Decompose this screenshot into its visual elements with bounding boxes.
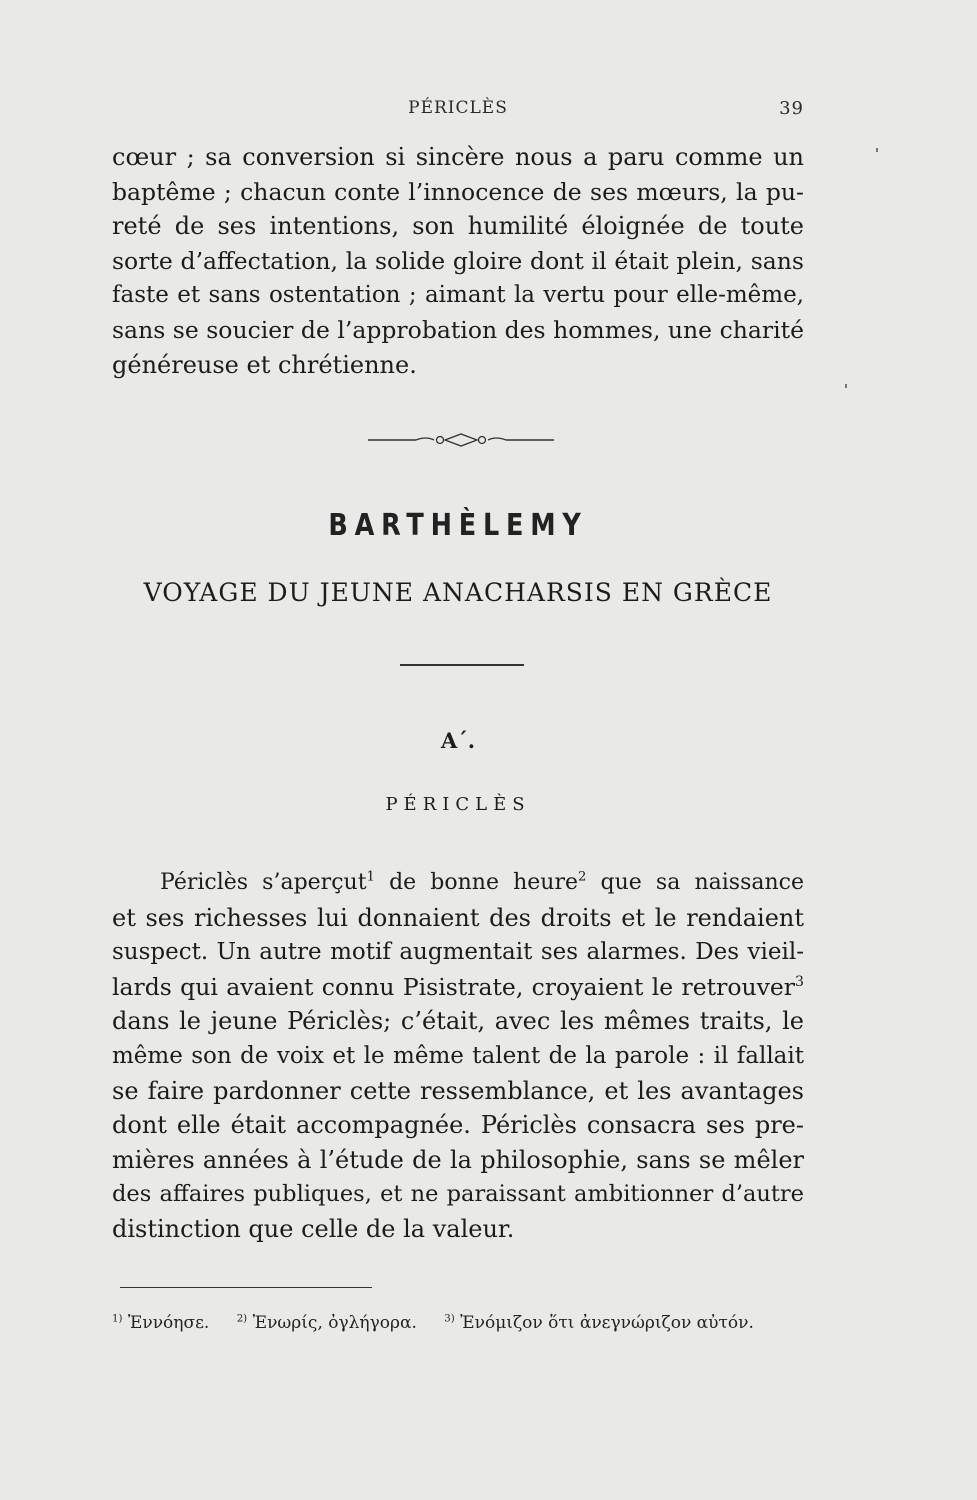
- text-line: des affaires publiques, et ne paraissant ambitionner d’autre: [112, 1181, 804, 1208]
- footnote-text: Ἐνωρίς, ὀγλήγορα.: [252, 1313, 417, 1333]
- text-line: sorte d’affectation, la solide gloire dont il était plein, sans: [112, 246, 804, 275]
- text-line: cœur ; sa conversion si sincère nous a paru comme un: [112, 143, 804, 171]
- text-line: généreuse et chrétienne.: [112, 350, 417, 379]
- text-run: de bonne heure: [374, 870, 579, 895]
- text-line: suspect. Un autre motif augmentait ses alarmes. Des vieil-: [112, 939, 804, 966]
- text-line: reté de ses intentions, son humilité éloignée de toute: [112, 212, 804, 241]
- running-title: PÉRICLÈS: [408, 98, 508, 118]
- text-run: Périclès s’aperçut: [160, 870, 367, 895]
- page-number: 39: [779, 98, 804, 119]
- footnote-rule: [120, 1287, 372, 1288]
- title-rule: [400, 664, 524, 666]
- footnote: [237, 1313, 417, 1333]
- paragraph-2: [112, 866, 804, 1247]
- text-line: faste et sans ostentation ; aimant la vertu pour elle-même,: [112, 282, 804, 309]
- author-heading: BARTHÈLEMY: [328, 508, 588, 543]
- paragraph-1: [112, 140, 804, 382]
- work-title: VOYAGE DU JEUNE ANACHARSIS EN GRÈCE: [143, 578, 773, 607]
- page-header: [112, 94, 804, 124]
- text-line: dont elle était accompagnée. Périclès consacra ses pre-: [112, 1111, 804, 1140]
- text-line: sans se soucier de l’approbation des hommes, une charité: [112, 315, 804, 344]
- scan-speck: [876, 148, 878, 152]
- footnote-marker: 2): [236, 1313, 248, 1325]
- footnote-marker: 3): [444, 1313, 455, 1325]
- footnotes: [112, 1313, 804, 1333]
- section-number: A´.: [440, 728, 476, 753]
- text-line: même son de voix et le même talent de la parole : il fallait: [112, 1042, 804, 1069]
- text-line: dans le jeune Périclès; c’était, avec les mêmes traits, le: [112, 1007, 804, 1036]
- text-run: que sa naissance: [586, 870, 804, 895]
- text-line: et ses richesses lui donnaient des droits et le rendaient: [112, 903, 804, 932]
- text-line: baptême ; chacun conte l’innocence de ses mœurs, la pu-: [112, 177, 804, 206]
- text-run: lards qui avaient connu Pisistrate, croyaient le retrouver: [112, 972, 796, 1001]
- text-line: distinction que celle de la valeur.: [112, 1214, 515, 1243]
- text-line: mières années à l’étude de la philosophie, sans se mêler: [112, 1145, 804, 1174]
- text-line: se faire pardonner cette ressemblance, et les avantages: [112, 1076, 804, 1105]
- footnote-text: Ἐννόησε.: [127, 1313, 210, 1333]
- section-title: PÉRICLÈS: [385, 794, 531, 815]
- footnote: [444, 1313, 754, 1333]
- scan-speck: [845, 384, 847, 388]
- text-line: [112, 970, 804, 1005]
- footnote-marker: 1): [112, 1313, 123, 1325]
- footnote-ref: 2: [578, 869, 587, 885]
- ornament-divider: [368, 430, 554, 450]
- footnote-ref: 1: [366, 869, 375, 885]
- text-line: [112, 866, 804, 901]
- footnote-ref: 3: [795, 973, 804, 990]
- footnote-text: Ἐνόμιζον ὅτι ἀνεγνώριζον αὐτόν.: [460, 1313, 754, 1333]
- footnote: [112, 1313, 209, 1333]
